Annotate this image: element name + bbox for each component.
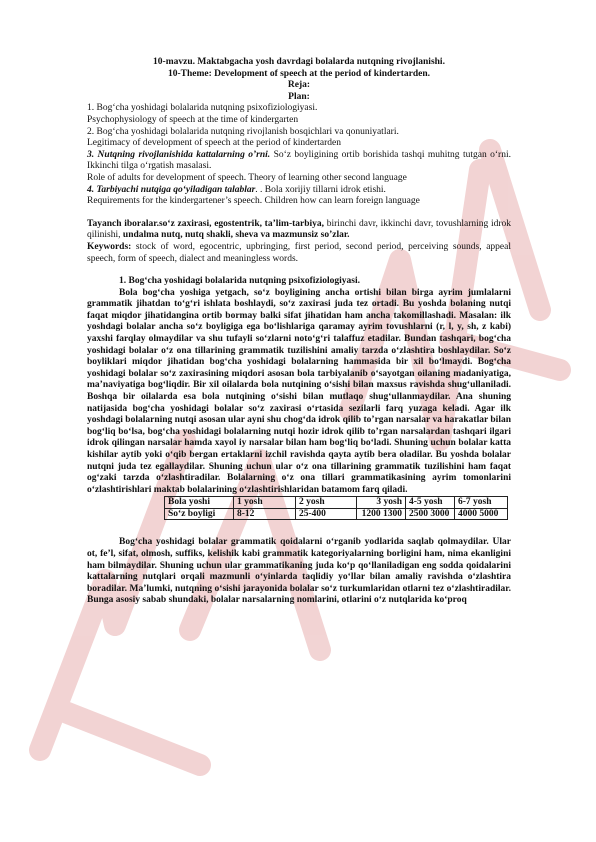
keywords bbox=[87, 242, 511, 265]
section-1-paragraph-2: Bog‘cha yoshidagi bolalar grammatik qoidalarni o‘rganib yodlarida saqlab qolmaydilar. Ular ot, fe’l, sifat, olmosh, suffiks, kelishik kabi grammatik kategoriyalarning borligini ham, nima ekanligini ham bilmaydilar. Shuning uchun ular grammatikaning juda ko‘p qo‘llaniladigan eng sodda qoidalarini kattalarning nutqlari orqali mazmunli o‘yinlarda taqlidiy yo‘llar bilan amaliy ravishda o‘zlashtira boradilar. Ma’lumki, nutqning o‘sishi jarayonida bolalar so‘z turkumlaridan otlarni tez o‘zlashtiradilar. Bunga asosiy sabab shundaki, bolalar narsalarning nomlarini, otlarini o‘z nutqlarida ko‘proq bbox=[87, 537, 511, 606]
table-header-cell: Bola yoshi bbox=[165, 497, 234, 509]
keywords-label: Keywords: bbox=[87, 241, 132, 252]
keywords-text-1: stock of word, egocentric, upbringing, first period, second period, bbox=[131, 241, 404, 252]
plan-item-3-label: 3. Nutqning rivojlanishida kattalarning o’rni. bbox=[87, 149, 271, 160]
table-header-cell: 1 yosh bbox=[234, 497, 296, 509]
document-page bbox=[87, 57, 511, 607]
table-header-cell: 6-7 yosh bbox=[455, 497, 508, 509]
table-header-cell: 3 yosh bbox=[357, 497, 406, 509]
table-header-cell: 4-5 yosh bbox=[406, 497, 455, 509]
title-en: 10-Theme: Development of speech at the period of kindertarden. bbox=[167, 68, 430, 79]
table-row bbox=[165, 497, 508, 509]
plan-item-3-en: Role of adults for development of speech. Theory of learning other second language bbox=[87, 172, 407, 183]
table-cell: 4000 5000 bbox=[455, 508, 508, 520]
plan-item-1: 1. Bog‘cha yoshidagi bolalarida nutqning psixofiziologiyasi. bbox=[87, 103, 318, 114]
title-uz: 10-mavzu. Maktabgacha yosh davrdagi bolalarda nutqning rivojlanishi. bbox=[153, 57, 445, 67]
section-1-paragraph: Bola bog‘cha yoshiga yetgach, so‘z boyligining ancha ortishi bilan birga ayrim jumlalarni grammatik jihatdan to‘g‘ri ishlata boshlaydi, so‘z zaxirasi juda tez ortadi. Bu yoshda bolaning nutqi faqat miqdor jihatidangina ortib bormay balki sifat jihatidan ham ancha takomillashadi. Masalan: ilk yoshdagi bolalar ancha so‘z boyligiga ega bo‘lishlariga qaramay ayrim tovushlarni (r, l, y, sh, z kabi) yaxshi farqlay olmaydilar va shu tufayli so‘zlarni noto‘g‘ri talaffuz etadilar. Bundan tashqari, bog‘cha yoshidagi bolalar o‘z ona tillarining grammatik tuzilishini amaliy tarzda o‘zlashtira boshlaydilar. So‘z boyliklari miqdor jihatidan bog‘cha yoshidagi bolalarning hammasida bir xil bo‘lmaydi. Bog‘cha yoshidagi bolalar so‘z zaxirasining miqdori asosan bola tarbiyalanib o‘sayotgan oilaning madaniyatiga, ma’naviyatiga bog‘liqdir. Bir xil oilalarda bola nutqining o‘sishi bilan maxsus ravishda shug‘ullaniladi. Boshqa bir oilalarda esa bola nutqining o‘sishi bilan mutlaqo shug‘ullanmaydilar. Ana shuning natijasida bog‘cha yoshidagi bolalar so‘z zaxirasi o‘rtasida sezilarli farq yuzaga keladi. Agar ilk yoshdagi bolalarning nutqi asosan ular ayni shu chog‘da idrok qilib to’rgan narsalar va harakatlar bilan bog‘liq bo‘lsa, bog‘cha yoshidagi bolalarning nutqi hozir idrok qilib to’rgan narsalardan tashqari ilgari idrok qilingan narsalar hamda xayol iy narsalar bilan ham bog‘liq bo‘ladi. Shuning uchun bolalar katta kishilar aytib yoki o‘qib bergan ertaklarni izchil ravishda qayta aytib bera oladilar. Bu yoshda bolalar nutqni juda tez egallaydilar. Shuning uchun ular o‘z ona tillarining grammatik tuzilishini ham faqat og‘zaki tarzda o‘zlashtiradilar. Bolalarning o‘z ona tillari grammatikasining ayrim tomonlarini o‘zlashtirishlari maktab bolalarining o‘zlashtirishlaridan batamom farq qiladi. bbox=[87, 287, 511, 495]
plan-item-4-text: . . Bola xorijiy tillarni idrok etishi. bbox=[255, 184, 386, 195]
key-terms-text-2: birinchi davr, ikkinchi davr, tovushlarning idrok qilinishi, bbox=[87, 218, 511, 241]
plan-item-4-en: Requirements for the kindergartener’s speech. Children how can learn foreign language bbox=[87, 196, 420, 207]
section-1-heading: 1. Bog‘cha yoshidagi bolalarida nutqning psixofiziologiyasi. bbox=[119, 276, 360, 287]
table-cell: So‘z boyligi bbox=[165, 508, 234, 520]
table-cell: 8-12 bbox=[234, 508, 296, 520]
plan-item-3-text: So‘z boyligining ortib borishida tashqi muhitng tutgan o‘rni. Ikkinchi tilga o‘rgatish masalasi. bbox=[87, 149, 511, 172]
plan-item-2: 2. Bog‘cha yoshidagi bolalarida nutqning rivojlanish bosqichlari va qonuniyatlari. bbox=[87, 126, 399, 137]
reja-heading: Reja: bbox=[287, 80, 311, 91]
key-terms-text-1: so‘z zaxirasi, egostentrik, ta’lim-tarbiya, bbox=[158, 218, 325, 229]
vocabulary-table bbox=[164, 496, 508, 520]
key-terms-text-3: undalma nutq, nutq shakli, sheva va mazmunsiz so’zlar. bbox=[122, 230, 350, 241]
keywords-text-2: perceiving sounds, appeal speech, form of speech, dialect and meaningless words. bbox=[87, 241, 511, 264]
plan-heading: Plan: bbox=[288, 91, 310, 102]
key-terms bbox=[87, 219, 511, 242]
title-en-text: 10-Theme: Development of speech at the period of kindertarden bbox=[167, 68, 428, 79]
table-row bbox=[165, 508, 508, 520]
table-cell: 2500 3000 bbox=[406, 508, 455, 520]
plan-item-3 bbox=[87, 150, 511, 173]
table-header-cell: 2 yosh bbox=[296, 497, 357, 509]
table-cell: 1200 1300 bbox=[357, 508, 406, 520]
plan-item-4-label: 4. Tarbiyachi nutqiga qo‘yiladigan talablar bbox=[87, 184, 256, 195]
key-terms-label: Tayanch iboralar. bbox=[87, 218, 159, 229]
plan-item-2-en: Legitimacy of development of speech at the period of kindertarden bbox=[87, 138, 342, 149]
plan-item-4 bbox=[87, 185, 511, 197]
plan-item-1-en: Psychophysiology of speech at the time of kindergarten bbox=[87, 114, 299, 125]
table-cell: 25-400 bbox=[296, 508, 357, 520]
